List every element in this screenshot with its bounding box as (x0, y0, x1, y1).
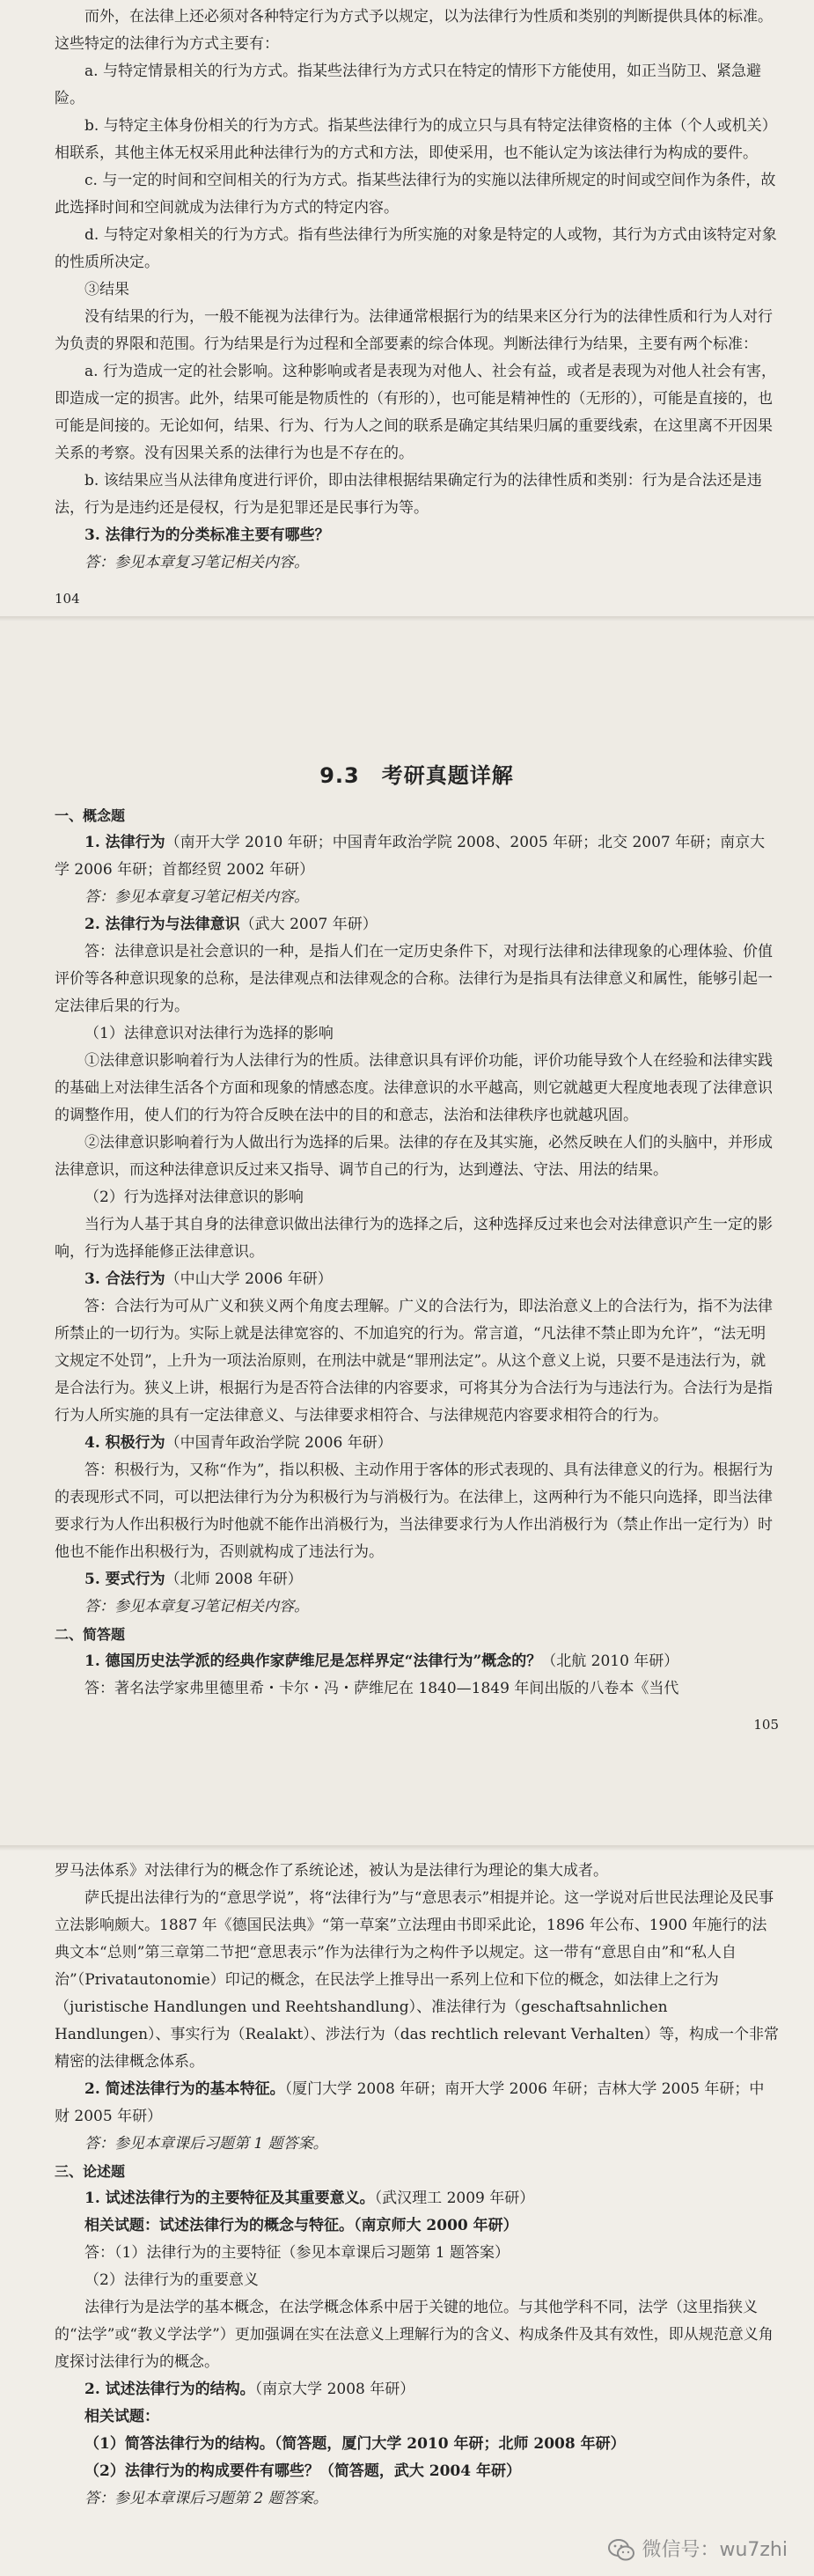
question-title: 2. 简述法律行为的基本特征。 (84, 2080, 285, 2098)
answer-text: 答：积极行为，又称“作为”，指以积极、主动作用于客体的形式表现的、具有法律意义的行为。根据行为的表现形式不同，可以把法律行为分为积极行为与消极行为。在法律上，这两种行为不能只向选择，即当法律要求行为人作出积极行为时他就不能作出消极行为，当法律要求行为人作出消极行为（禁止作出一定行为）时他也不能作出积极行为，否则就构成了违法行为。 (55, 1461, 774, 1561)
paragraph: a. 与特定情景相关的行为方式。指某些法律行为方式只在特定的情形下方能使用，如正当防卫、紧急避险。 (55, 63, 761, 107)
question-title: 3. 法律行为的分类标准主要有哪些？ (84, 526, 330, 544)
paragraph: 而外，在法律上还必须对各种特定行为方式予以规定，以为法律行为性质和类别的判断提供具体的标准。这些特定的法律行为方式主要有： (55, 8, 773, 53)
question-source: （南京大学 2008 年研） (254, 2381, 415, 2398)
wechat-icon (608, 2539, 634, 2562)
question-title: 1. 试述法律行为的主要特征及其重要意义。 (84, 2190, 375, 2207)
page-105 (0, 622, 814, 1845)
paragraph: a. 行为造成一定的社会影响。这种影响或者是表现为对他人、社会有益，或者是表现为对他人社会有害，即造成一定的损害。此外，结果可能是物质性的（有形的），也可能是精神性的（无形的），可能是直接的，也可能是间接的。无论如何，结果、行为、行为人之间的联系是确定其结果归属的重要线索，在这里离不开因果关系的考察。没有因果关系的法律行为也是不存在的。 (55, 363, 776, 462)
answer-text: 答：参见本章复习笔记相关内容。 (84, 1598, 309, 1616)
question-title: 1. 德国历史法学派的经典作家萨维尼是怎样界定“法律行为”概念的？ (84, 1652, 542, 1670)
question (55, 1266, 779, 1293)
paragraph: b. 该结果应当从法律角度进行评价，即由法律根据结果确定行为的法律性质和类别：行为是合法还是违法，行为是违约还是侵权，行为是犯罪还是民事行为等。 (55, 472, 762, 517)
paragraph: d. 与特定对象相关的行为方式。指有些法律行为所实施的对象是特定的人或物，其行为方式由该特定对象的性质所决定。 (55, 226, 777, 271)
question-source: （北航 2010 年研） (541, 1652, 679, 1670)
sub-item: （2）行为选择对法律意识的影响 (84, 1189, 304, 1206)
question-title: 3. 合法行为 (84, 1270, 165, 1288)
question-title: 5. 要式行为 (84, 1571, 165, 1588)
sub-heading: ③结果 (84, 281, 129, 298)
question-source: （北师 2008 年研） (165, 1571, 303, 1588)
answer-text: 答：参见本章复习笔记相关内容。 (84, 888, 309, 906)
question-source: （厦门大学 2008 年研；南开大学 2006 年研；吉林大学 2005 年研；中财 2005 年研） (55, 2080, 765, 2125)
question (55, 2376, 779, 2403)
sub-item: （1）法律意识对法律行为选择的影响 (84, 1025, 334, 1042)
question-source: （中山大学 2006 年研） (165, 1270, 333, 1288)
answer-text: 答：参见本章课后习题第 1 题答案。 (84, 2135, 328, 2153)
question (55, 1430, 779, 1457)
answer-text: 答：参见本章复习笔记相关内容。 (84, 554, 309, 571)
question-title: 1. 法律行为 (84, 834, 165, 851)
answer-text: 答：著名法学家弗里德里希・卡尔・冯・萨维尼在 1840—1849 年间出版的八卷本《当代 (84, 1680, 679, 1697)
page-number: 104 (55, 591, 80, 607)
question-source: （武大 2007 年研） (239, 916, 378, 933)
question-title: 4. 积极行为 (84, 1434, 165, 1452)
related-question: 相关试题： (84, 2408, 159, 2425)
answer-text: 答：合法行为可从广义和狭义两个角度去理解。广义的合法行为，即法治意义上的合法行为，指不为法律所禁止的一切行为。实际上就是法律宽容的、不加追究的行为。常言道，“凡法律不禁止即为允许”，“法无明文规定不处罚”，上升为一项法治原则，在刑法中就是“罪刑法定”。从这个意义上说，只要不是违法行为，就是合法行为。狭义上讲，根据行为是否符合法律的内容要求，可将其分为合法行为与违法行为。合法行为是指行为人所实施的具有一定法律意义、与法律要求相符合、与法律规范内容要求相符合的行为。 (55, 1298, 773, 1424)
part-heading: 一、概念题 (55, 807, 126, 824)
question-source: （武汉理工 2009 年研） (374, 2190, 535, 2207)
section-title: 9.3 考研真题详解 (319, 763, 514, 788)
question-source: （中国青年政治学院 2006 年研） (165, 1434, 392, 1452)
paragraph: 罗马法体系》对法律行为的概念作了系统论述，被认为是法律行为理论的集大成者。 (55, 1862, 608, 1880)
paragraph: 当行为人基于其自身的法律意识做出法律行为的选择之后，这种选择反过来也会对法律意识产生一定的影响，行为选择能修正法律意识。 (55, 1216, 773, 1261)
sub-item: （2）法律行为的重要意义 (84, 2271, 259, 2289)
question (55, 1566, 779, 1593)
paragraph: 萨氏提出法律行为的“意思学说”，将“法律行为”与“意思表示”相提并论。这一学说对后世民法理论及民事立法影响颇大。1887 年《德国民法典》“第一草案”立法理由书即采此论，1896 年公布、1900 年施行的法典文本“总则”第三章第二节把“意思表示”作为法律行为之构件予以规定。这一带有“意思自由”和“私人自治”（Privatautonomie）印记的概念，在民法学上推导出一系列上位和下位的概念，如法律上之行为（juristische Handlungen und Reehtshandlung）、准法律行为（geschaftsahnlichen Handlungen）、事实行为（Realakt）、涉法行为（das rechtlich relevant Verhalten）等，构成一个非常精密的法律概念体系。 (55, 1889, 779, 2071)
page-104 (0, 0, 814, 616)
paragraph: 法律行为是法学的基本概念，在法学概念体系中居于关键的地位。与其他学科不同，法学（这里指狭义的“法学”或“教义学法学”）更加强调在实在法意义上理解行为的含义、构成条件及其有效性，即从规范意义角度探讨法律行为的概念。 (55, 2299, 774, 2371)
part-heading: 三、论述题 (55, 2163, 126, 2180)
page-106 (0, 1851, 814, 2576)
question (55, 2076, 779, 2131)
related-question: 相关试题：试述法律行为的概念与特征。（南京师大 2000 年研） (84, 2217, 518, 2234)
answer-text: 答：（1）法律行为的主要特征（参见本章课后习题第 1 题答案） (84, 2244, 510, 2262)
question (55, 2185, 779, 2212)
question-source: （南开大学 2010 年研；中国青年政治学院 2008、2005 年研；北交 2007 年研；南京大学 2006 年研；首都经贸 2002 年研） (55, 834, 766, 879)
question (55, 911, 779, 938)
related-question: （1）简答法律行为的结构。（简答题，厦门大学 2010 年研；北师 2008 年研） (84, 2435, 626, 2453)
question-title: 2. 试述法律行为的结构。 (84, 2381, 255, 2398)
question (55, 829, 779, 884)
paragraph: ①法律意识影响着行为人法律行为的性质。法律意识具有评价功能，评价功能导致个人在经验和法律实践的基础上对法律生活各个方面和现象的情感态度。法律意识的水平越高，则它就越更大程度地表现了法律意识的调整作用，使人们的行为符合反映在法中的目的和意志，法治和法律秩序也就越巩固。 (55, 1052, 773, 1124)
question-title: 2. 法律行为与法律意识 (84, 916, 240, 933)
watermark-text: 微信号：wu7zhi (642, 2539, 788, 2561)
answer-text: 答：法律意识是社会意识的一种，是指人们在一定历史条件下，对现行法律和法律现象的心理体验、价值评价等各种意识现象的总称，是法律观点和法律观念的合称。法律行为是指具有法律意义和属性，能够引起一定法律后果的行为。 (55, 943, 773, 1015)
watermark (608, 2536, 788, 2564)
paragraph: 没有结果的行为，一般不能视为法律行为。法律通常根据行为的结果来区分行为的法律性质和行为人对行为负责的界限和范围。行为结果是行为过程和全部要素的综合体现。判断法律行为结果，主要有两个标准： (55, 308, 773, 353)
paragraph: c. 与一定的时间和空间相关的行为方式。指某些法律行为的实施以法律所规定的时间或空间作为条件，故此选择时间和空间就成为法律行为方式的特定内容。 (55, 172, 776, 217)
related-question: （2）法律行为的构成要件有哪些？（简答题，武大 2004 年研） (84, 2462, 521, 2480)
paragraph: b. 与特定主体身份相关的行为方式。指某些法律行为的成立只与具有特定法律资格的主体（个人或机关）相联系，其他主体无权采用此种法律行为的方式和方法，即使采用，也不能认定为该法律行为构成的要件。 (55, 117, 777, 162)
answer-text: 答：参见本章课后习题第 2 题答案。 (84, 2490, 328, 2507)
question (55, 1648, 779, 1675)
part-heading: 二、简答题 (55, 1626, 126, 1643)
page-number: 105 (753, 1717, 779, 1733)
paragraph: ②法律意识影响着行为人做出行为选择的后果。法律的存在及其实施，必然反映在人们的头脑中，并形成法律意识，而这种法律意识反过来又指导、调节自己的行为，达到遵法、守法、用法的结果。 (55, 1134, 773, 1179)
